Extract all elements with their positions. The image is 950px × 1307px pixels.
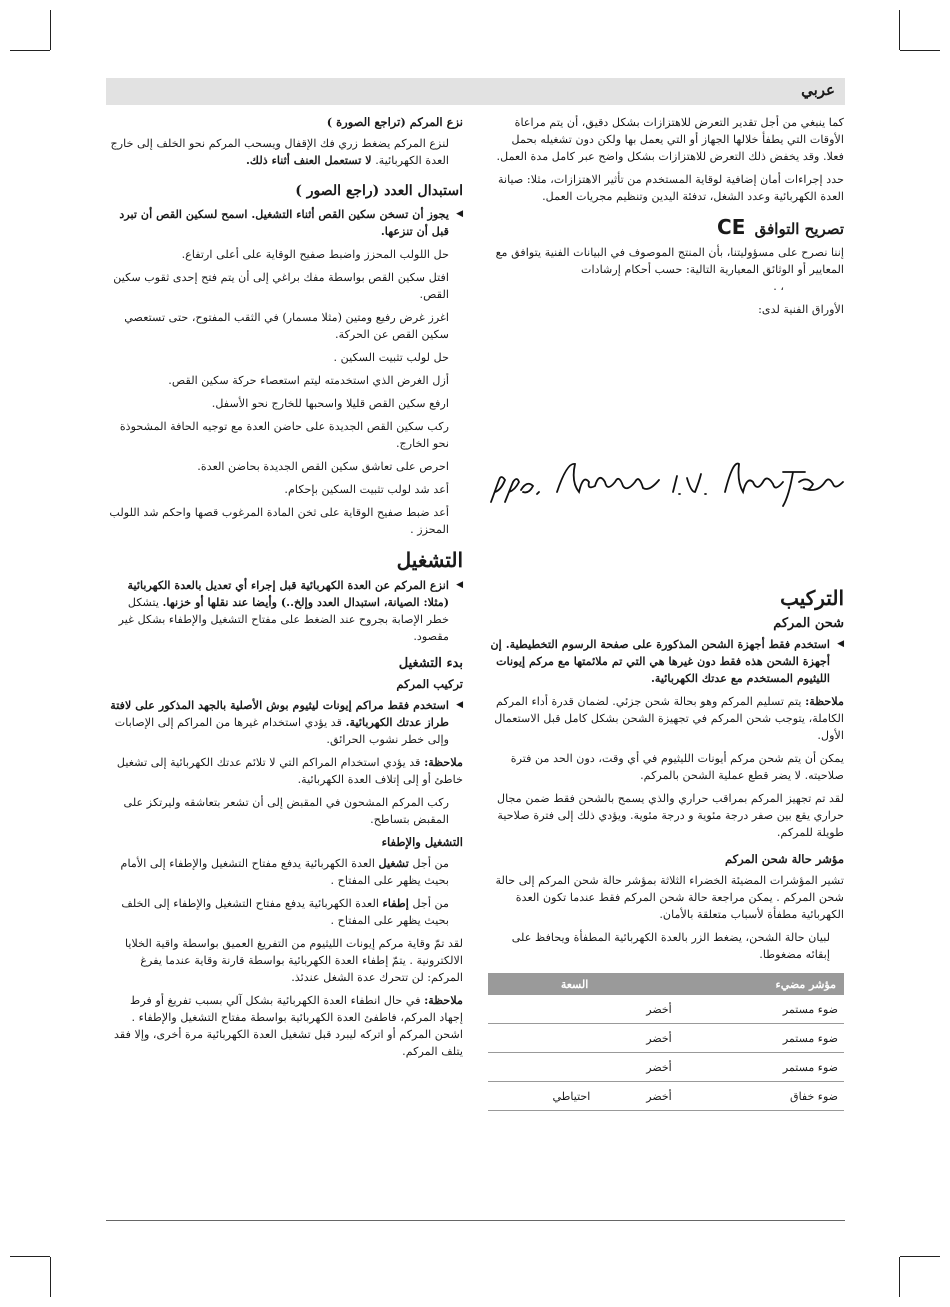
indicator-instruction: لبيان حالة الشحن، يضغط الزر بالعدة الكهربائية المطفأة ويحافظ على إبقائه مضغوطا. [511,931,830,961]
charge-indicator-table [488,973,844,1111]
operation-title: التشغيل [396,548,463,572]
on-off-heading: التشغيل والإطفاء [381,835,463,849]
indicator-paragraph: تشير المؤشرات المضيئة الخضراء الثلاثة بمؤشر حالة شحن المركم إلى حالة شحن المركم . يمكن مراجعة حالة شحن المركم فقط عندما تكون العدة الكهربائية مطفأة لأسباب متعلقة بالأمان. [495,874,844,921]
table-cell [488,1024,596,1053]
right-column [488,114,844,324]
step-5: أزل الغرض الذي استخدمته ليتم استعصاء حركة سكين القص. [168,374,449,387]
table-header: السعة [488,973,596,995]
crop-mark [50,10,51,50]
step-8: احرص على تعاشق سكين القص الجديدة بحاضن العدة. [197,460,449,473]
table-cell: ضوء مستمر [678,995,844,1024]
remove-battery-heading: نزع المركم (تراجع الصورة ) [326,115,463,129]
safety-paragraph: حدد إجراءات أمان إضافية لوقاية المستخدم من تأثير الاهتزازات، مثلا: صيانة العدة الكهربائية وعدد الشغل، تدفئة اليدين وتنظيم مجريات العمل. [497,173,844,203]
right-column-lower [488,586,844,1111]
battery-install-heading: تركيب المركم [396,677,463,691]
final-note: ملاحظة: في حال انطفاء العدة الكهربائية بشكل آلي بسبب تفريغ أو فرط إجهاد المركم، فاطفئ العدة الكهربائية بواسطة مفتاح التشغيل والإطفاء . اشحن المركم أو اتركه ليبرد قبل تشغيل العدة الكهربائية مرة أخرى، وإلا فقد يتلف المركم. [114,993,463,1058]
installation-title: التركيب [780,586,844,610]
language-title: عربي [801,81,835,99]
table-cell: أخضر [596,995,677,1024]
tool-change-heading: استبدال العدد (راجع الصور ) [295,183,463,199]
start-heading: بدء التشغيل [398,656,463,671]
insert-battery-paragraph: ركب المركم المشحون في المقبض إلى أن تشعر بتعاشقه وليرتكز على المقبض بتساطح. [123,796,449,826]
charging-note: ملاحظة: يتم تسليم المركم وهو بحالة شحن جزئي. لضمان قدرة أداء المركم الكاملة، يتوجب شحن المركم في تجهيزة الشحن بشكل كامل قبل الاستعمال الأول. [494,694,844,742]
conformity-title: تصريح التوافق [754,220,844,238]
table-cell: احتياطي [488,1082,596,1111]
vibration-paragraph: كما ينبغي من أجل تقدير التعرض للاهتزازات بشكل دقيق، أن يتم مراعاة الأوقات التي يطفأ خلالها الجهاز أو التي يعمل بها ولكن دون تشغيله بحمل فعلا. وقد يخفض ذلك التعرض للاهتزازات بشكل واضح عبر كامل مدة العمل. [496,116,844,163]
step-4: حل لولب تثبيت السكين . [333,351,449,364]
table-row [488,1053,844,1082]
table-row [488,995,844,1024]
crop-mark [10,50,50,51]
table-cell: ضوء مستمر [678,1024,844,1053]
indicator-heading: مؤشر حالة شحن المركم [724,852,844,866]
table-cell: أخضر [596,1082,677,1111]
conformity-heading [488,215,844,239]
table-cell: ضوء مستمر [678,1053,844,1082]
left-column [108,114,463,1066]
crop-mark [900,50,940,51]
signature-image [487,452,847,514]
charging-paragraph-2: يمكن أن يتم شحن مركم أيونات الليثيوم في أي وقت، دون الحد من فترة صلاحيته. لا يضر قطع عملية الشحن بالمركم. [510,752,844,782]
battery-warning: ◀ استخدم فقط مراكم إيونات ليثيوم بوش الأصلية بالجهد المذكور على لافتة طراز عدتك الكهربائية. قد يؤدي استخدام غيرها من المراكم إلى الإصابات وإلى خطر نشوب الحرائق. [108,697,463,748]
crop-mark [900,1256,940,1257]
charging-paragraph-3: لقد تم تجهيز المركم بمراقب حراري والذي يسمح بالشحن فقط ضمن مجال حراري يقع بين صفر درجة مئوية و درجة مئوية. ويؤدي ذلك إلى فترة صلاحية طويلة للمركم. [497,792,844,839]
step-7: ركب سكين القص الجديدة على حاضن العدة مع توجيه الحافة المشحوذة نحو الخارج. [119,420,449,450]
step-3: اغرز غرض رفيع ومتين (مثلا مسمار) في الثقب المفتوح، حتى تستعصي سكين القص عن الحركة. [124,311,449,341]
crop-mark [899,10,900,50]
table-header-row [488,973,844,995]
step-6: ارفع سكين القص قليلا واسحبها للخارج نحو الأسفل. [211,397,449,410]
protection-paragraph: لقد تمّ وقاية مركم إيونات الليثيوم من التفريغ العميق بواسطة واقية الخلايا الالكترونية . يتمّ إطفاء العدة الكهربائية بواسطة قارنة وقاية عندما يفرغ المركم: لن تتحرك عدة الشغل عندئذ. [124,937,463,984]
table-header [596,973,677,995]
crop-mark [50,1257,51,1297]
step-2: افتل سكين القص بواسطة مفك براغي إلى أن يتم فتح إحدى ثقوب سكين القص. [113,271,449,301]
crop-mark [10,1256,50,1257]
table-cell [488,1053,596,1082]
charging-heading: شحن المركم [773,616,844,631]
technical-docs-label: الأوراق الفنية لدى: [758,303,844,316]
switch-off-paragraph: من أجل إطفاء العدة الكهربائية يدفع مفتاح التشغيل والإطفاء إلى الخلف بحيث يظهر على المفتاح . [121,896,449,927]
table-cell: أخضر [596,1024,677,1053]
table-cell: أخضر [596,1053,677,1082]
table-cell: ضوء خفاق [678,1082,844,1111]
blade-warning: ◀ يجوز أن تسخن سكين القص أثناء التشغيل. اسمح لسكين القص أن تبرد قبل أن تنزعها. [108,206,463,240]
charger-warning: ◀ استخدم فقط أجهزة الشحن المذكورة على صفحة الرسوم التخطيطية. إن أجهزة الشحن هذه فقط دون غيرها هي التي تم ملائمتها مع مركم إيونات الليثيوم المستخدم مع عدتك الكهربائية. [488,636,844,687]
switch-on-paragraph: من أجل تشغيل العدة الكهربائية يدفع مفتاح التشغيل والإطفاء إلى الأمام بحيث يظهر على المفتاح . [120,856,449,887]
table-row [488,1024,844,1053]
battery-note: ملاحظة: قد يؤدي استخدام المراكم التي لا تلائم عدتك الكهربائية إلى تشغيل خاطئ أو إلى إتلاف العدة الكهربائية. [116,755,463,786]
table-cell [488,995,596,1024]
table-header: مؤشر مضيء [678,973,844,995]
conformity-dots: ، . [773,280,784,293]
step-10: أعد ضبط صفيح الوقاية على ثخن المادة المرغوب قصها واحكم شد اللولب المحزز . [109,506,449,536]
operation-warning: ◀ انزع المركم عن العدة الكهربائية قبل إجراء أي تعديل بالعدة الكهربائية (مثلا: الصيانة، استبدال العدد وإلخ..) وأيضا عند نقلها أو خزنها. يتشكل خطر الإصابة بجروح عند الضغط على مفتاح التشغيل والإطفاء بشكل غير مقصود. [108,577,463,645]
table-row [488,1082,844,1111]
ce-mark-icon: CE [717,215,746,239]
remove-battery-paragraph: لنزع المركم يضغط زري فك الإقفال ويسحب المركم نحو الخلف إلى خارج العدة الكهربائية. لا تستعمل العنف أثناء ذلك. [110,137,449,167]
crop-mark [899,1257,900,1297]
footer-rule [106,1220,845,1221]
conformity-paragraph: إننا نصرح على مسؤوليتنا، بأن المنتج الموصوف في البيانات الفنية يتوافق مع المعايير أو الوثائق المعيارية التالية: حسب أحكام إرشادات [495,246,844,276]
step-1: حل اللولب المحزز واضبط صفيح الوقاية على أعلى ارتفاع. [181,248,449,261]
page-header [106,78,845,105]
step-9: أعد شد لولب تثبيت السكين بإحكام. [284,483,449,496]
